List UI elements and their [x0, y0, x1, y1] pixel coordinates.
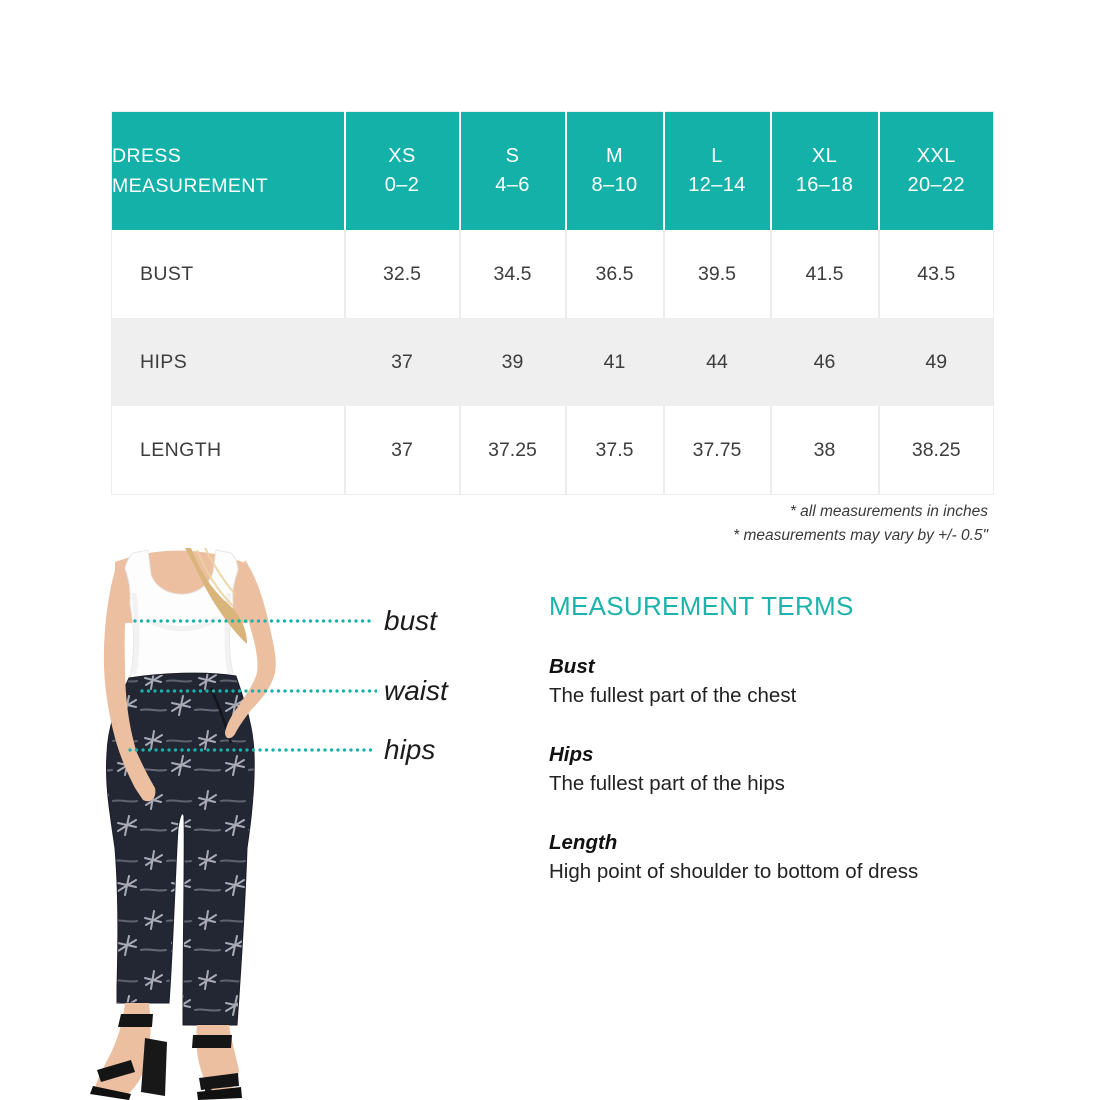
size-code: XS	[388, 145, 416, 167]
size-code: XL	[811, 145, 838, 167]
size-code: L	[711, 145, 723, 167]
term-item-length	[549, 828, 989, 886]
length-value-s: 37.25	[460, 406, 566, 495]
term-definition: The fullest part of the hips	[549, 772, 785, 795]
table-row-hips	[112, 318, 994, 406]
length-value-xs: 37	[345, 406, 460, 495]
length-value-xl: 38	[771, 406, 879, 495]
term-item-bust	[549, 652, 989, 710]
size-code: S	[505, 145, 520, 167]
bust-measure-line	[133, 619, 373, 623]
term-item-hips	[549, 740, 989, 798]
hips-value-s: 39	[460, 318, 566, 406]
waist-measure-line	[140, 689, 377, 693]
waist-line-label: waist	[384, 675, 448, 706]
size-code: M	[605, 145, 624, 167]
corner-label: DRESS MEASUREMENT	[112, 145, 269, 197]
size-chart-header-row	[112, 112, 994, 231]
table-row-length	[112, 406, 994, 495]
length-value-m: 37.5	[566, 406, 664, 495]
bust-value-xs: 32.5	[345, 230, 460, 318]
hips-value-xxl: 49	[879, 318, 994, 406]
size-col-header-xs	[345, 112, 460, 231]
model-figure-illustration	[85, 548, 390, 1100]
size-range: 12–14	[688, 174, 746, 196]
size-range: 4–6	[495, 174, 530, 196]
term-name: Hips	[549, 743, 594, 766]
bust-value-l: 39.5	[664, 230, 771, 318]
bust-value-xxl: 43.5	[879, 230, 994, 318]
size-range: 0–2	[384, 174, 420, 196]
model-left-ankle-strap	[118, 1014, 153, 1027]
model-right-ankle-strap	[192, 1035, 232, 1048]
size-range: 8–10	[591, 174, 638, 196]
measurement-terms-title: MEASUREMENT TERMS	[549, 591, 854, 621]
size-chart-table	[111, 111, 994, 495]
size-col-header-l	[664, 112, 771, 231]
footnote-inches: * all measurements in inches	[789, 503, 988, 520]
size-code: XXL	[916, 145, 956, 167]
hips-value-l: 44	[664, 318, 771, 406]
size-col-header-xxl	[879, 112, 994, 231]
hips-measure-line	[128, 748, 373, 752]
size-col-header-s	[460, 112, 566, 231]
hips-line-label: hips	[384, 734, 436, 765]
term-name: Length	[549, 831, 618, 854]
bust-value-m: 36.5	[566, 230, 664, 318]
hips-value-m: 41	[566, 318, 664, 406]
term-definition: High point of shoulder to bottom of dress	[549, 860, 919, 883]
size-col-header-m	[566, 112, 664, 231]
footnote-variance: * measurements may vary by +/- 0.5"	[733, 527, 988, 544]
term-definition: The fullest part of the chest	[549, 684, 797, 707]
size-range: 20–22	[907, 174, 966, 196]
hips-value-xs: 37	[345, 318, 460, 406]
bust-value-s: 34.5	[460, 230, 566, 318]
table-row-bust	[112, 230, 994, 318]
hips-value-xl: 46	[771, 318, 879, 406]
term-name: Bust	[549, 655, 595, 678]
size-range: 16–18	[795, 174, 854, 196]
row-label: HIPS	[112, 318, 345, 406]
bust-value-xl: 41.5	[771, 230, 879, 318]
measurement-footnotes	[733, 500, 988, 548]
bust-line-label: bust	[384, 605, 437, 636]
measurement-terms-section	[549, 590, 989, 886]
model-left-heel-block	[141, 1038, 167, 1096]
row-label: BUST	[112, 230, 345, 318]
length-value-xxl: 38.25	[879, 406, 994, 495]
table-corner-header	[112, 112, 345, 231]
length-value-l: 37.75	[664, 406, 771, 495]
row-label: LENGTH	[112, 406, 345, 495]
size-col-header-xl	[771, 112, 879, 231]
